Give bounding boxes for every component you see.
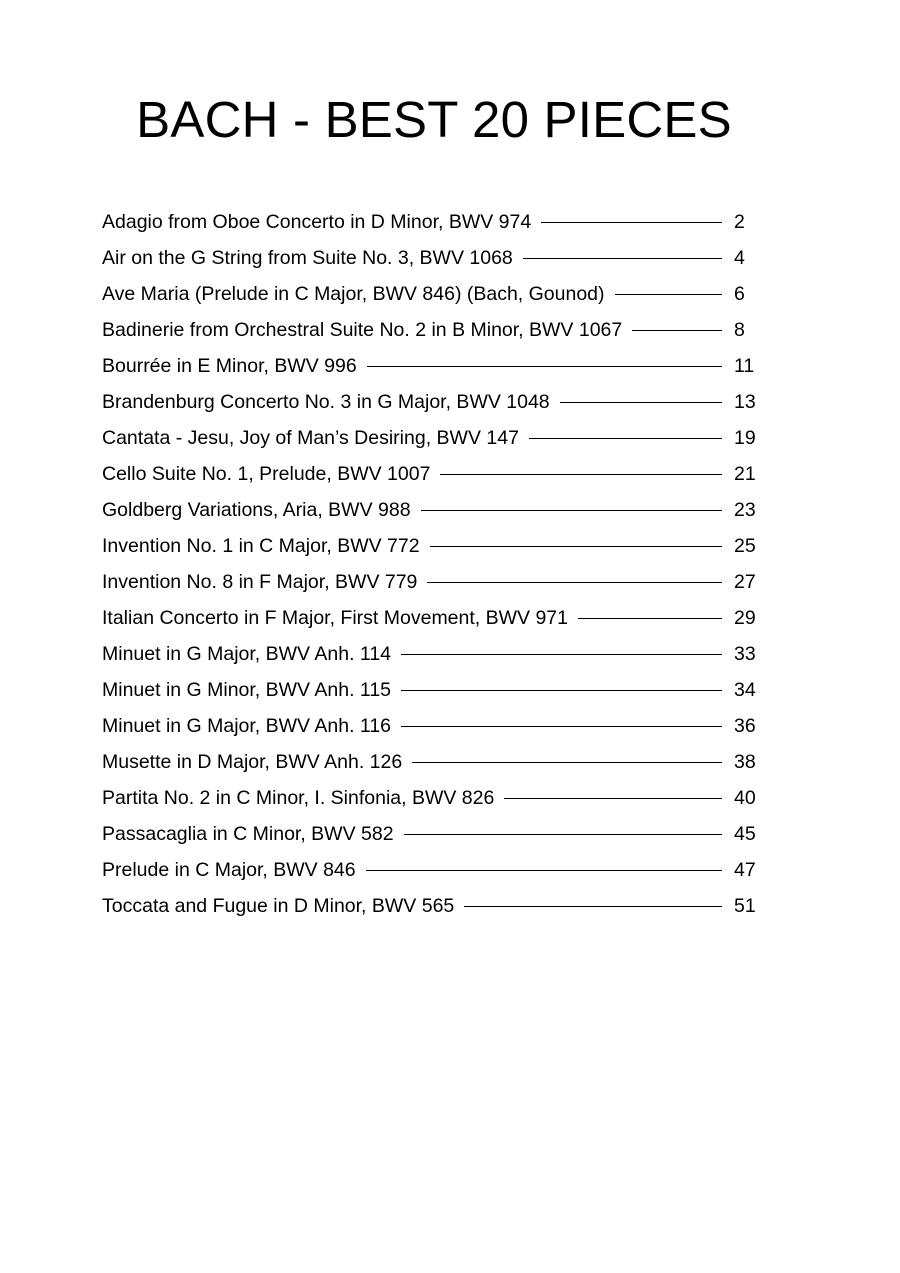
toc-entry[interactable] bbox=[102, 708, 782, 744]
toc-entry-title: Brandenburg Concerto No. 3 in G Major, BWV 1048 bbox=[102, 391, 550, 413]
toc-entry[interactable] bbox=[102, 348, 782, 384]
toc-leader-line bbox=[404, 834, 722, 835]
toc-entry-page-number: 19 bbox=[734, 427, 756, 449]
toc-leader-line bbox=[523, 258, 722, 259]
toc-entry-title: Cantata - Jesu, Joy of Man’s Desiring, BWV 147 bbox=[102, 427, 519, 449]
toc-entry[interactable] bbox=[102, 600, 782, 636]
toc-entry[interactable] bbox=[102, 276, 782, 312]
toc-entry-title: Italian Concerto in F Major, First Movement, BWV 971 bbox=[102, 607, 569, 629]
toc-entry-title: Prelude in C Major, BWV 846 bbox=[102, 859, 356, 881]
toc-entry-title: Bourrée in E Minor, BWV 996 bbox=[102, 355, 357, 377]
toc-entry[interactable] bbox=[102, 204, 782, 240]
toc-entry[interactable] bbox=[102, 888, 782, 924]
table-of-contents bbox=[102, 204, 782, 924]
toc-entry-title: Passacaglia in C Minor, BWV 582 bbox=[102, 823, 394, 845]
toc-entry-title: Toccata and Fugue in D Minor, BWV 565 bbox=[102, 895, 455, 917]
toc-entry-page-number: 6 bbox=[734, 283, 745, 305]
toc-entry-page-number: 13 bbox=[734, 391, 756, 413]
toc-entry-title: Partita No. 2 in C Minor, I. Sinfonia, BWV 826 bbox=[102, 787, 495, 809]
toc-leader-line bbox=[366, 870, 722, 871]
toc-leader-line bbox=[367, 366, 722, 367]
toc-entry-page-number: 47 bbox=[734, 859, 756, 881]
toc-leader-line bbox=[578, 618, 722, 619]
toc-leader-line bbox=[401, 726, 722, 727]
toc-entry-title: Minuet in G Major, BWV Anh. 116 bbox=[102, 715, 392, 737]
toc-entry-page-number: 51 bbox=[734, 895, 756, 917]
toc-entry-title: Ave Maria (Prelude in C Major, BWV 846) (Bach, Gounod) bbox=[102, 283, 605, 305]
toc-entry-page-number: 2 bbox=[734, 211, 745, 233]
toc-entry-page-number: 34 bbox=[734, 679, 756, 701]
toc-entry-page-number: 40 bbox=[734, 787, 756, 809]
toc-entry[interactable] bbox=[102, 456, 782, 492]
toc-leader-line bbox=[427, 582, 722, 583]
toc-entry-page-number: 8 bbox=[734, 319, 745, 341]
toc-leader-line bbox=[421, 510, 722, 511]
toc-entry[interactable] bbox=[102, 492, 782, 528]
toc-entry-page-number: 29 bbox=[734, 607, 756, 629]
toc-entry-page-number: 11 bbox=[734, 355, 755, 377]
toc-leader-line bbox=[401, 690, 722, 691]
toc-entry-page-number: 27 bbox=[734, 571, 756, 593]
toc-leader-line bbox=[412, 762, 722, 763]
toc-entry[interactable] bbox=[102, 528, 782, 564]
toc-entry-title: Cello Suite No. 1, Prelude, BWV 1007 bbox=[102, 463, 431, 485]
toc-leader-line bbox=[464, 906, 722, 907]
toc-entry-page-number: 36 bbox=[734, 715, 756, 737]
toc-entry-page-number: 38 bbox=[734, 751, 756, 773]
toc-entry[interactable] bbox=[102, 672, 782, 708]
toc-entry-title: Adagio from Oboe Concerto in D Minor, BWV 974 bbox=[102, 211, 532, 233]
toc-entry-title: Minuet in G Minor, BWV Anh. 115 bbox=[102, 679, 392, 701]
toc-entry[interactable] bbox=[102, 384, 782, 420]
toc-leader-line bbox=[615, 294, 722, 295]
toc-leader-line bbox=[430, 546, 722, 547]
toc-leader-line bbox=[560, 402, 722, 403]
toc-entry[interactable] bbox=[102, 420, 782, 456]
toc-entry[interactable] bbox=[102, 636, 782, 672]
toc-entry-title: Minuet in G Major, BWV Anh. 114 bbox=[102, 643, 392, 665]
toc-entry-title: Goldberg Variations, Aria, BWV 988 bbox=[102, 499, 411, 521]
toc-entry-page-number: 45 bbox=[734, 823, 756, 845]
toc-leader-line bbox=[541, 222, 722, 223]
toc-leader-line bbox=[504, 798, 722, 799]
toc-entry-title: Invention No. 8 in F Major, BWV 779 bbox=[102, 571, 418, 593]
toc-entry[interactable] bbox=[102, 816, 782, 852]
toc-entry[interactable] bbox=[102, 312, 782, 348]
toc-leader-line bbox=[529, 438, 722, 439]
toc-entry[interactable] bbox=[102, 240, 782, 276]
page-title: BACH - BEST 20 PIECES bbox=[136, 91, 732, 148]
toc-entry-title: Air on the G String from Suite No. 3, BWV 1068 bbox=[102, 247, 513, 269]
toc-entry-page-number: 23 bbox=[734, 499, 756, 521]
toc-entry[interactable] bbox=[102, 852, 782, 888]
toc-leader-line bbox=[401, 654, 722, 655]
toc-leader-line bbox=[440, 474, 722, 475]
toc-entry[interactable] bbox=[102, 780, 782, 816]
toc-entry[interactable] bbox=[102, 744, 782, 780]
toc-entry-title: Invention No. 1 in C Major, BWV 772 bbox=[102, 535, 420, 557]
toc-entry-title: Badinerie from Orchestral Suite No. 2 in B Minor, BWV 1067 bbox=[102, 319, 623, 341]
toc-entry-page-number: 21 bbox=[734, 463, 756, 485]
toc-entry-title: Musette in D Major, BWV Anh. 126 bbox=[102, 751, 403, 773]
toc-entry-page-number: 25 bbox=[734, 535, 756, 557]
toc-leader-line bbox=[632, 330, 722, 331]
toc-entry-page-number: 4 bbox=[734, 247, 745, 269]
toc-entry-page-number: 33 bbox=[734, 643, 756, 665]
toc-entry[interactable] bbox=[102, 564, 782, 600]
